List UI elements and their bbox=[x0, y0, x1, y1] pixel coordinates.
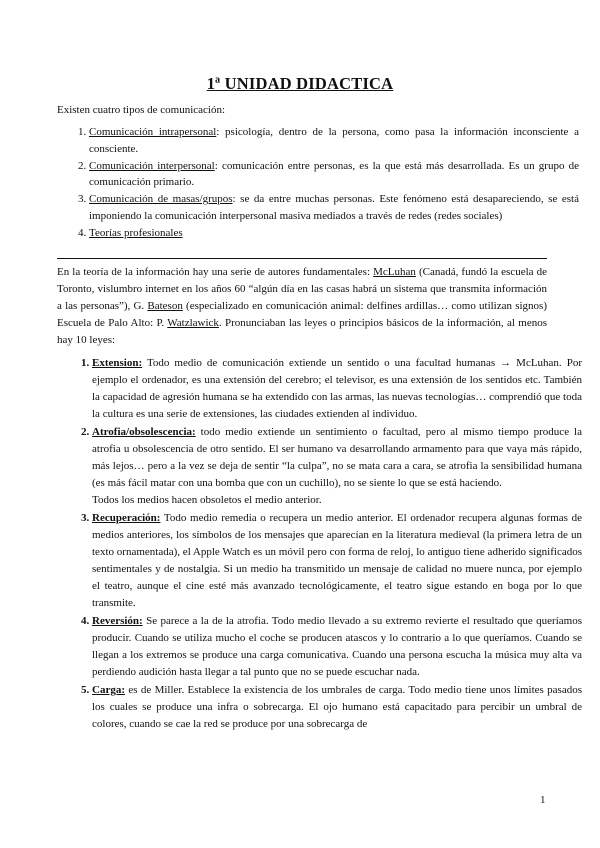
theory-text: (especializado en comunicación animal: delfines ardillas… como utilizan signos) Escuela de Palo Alto: P. bbox=[57, 300, 547, 329]
theory-text: . Pronunciaban las leyes o principios básicos de la información, al menos hay 10 leyes: bbox=[57, 317, 547, 346]
law-text: todo medio extiende un sentimiento o facultad, pero al mismo tiempo produce la atrofia u obsolescencia de otro sentido. El ser humano va desarrollando armamento para que vaya más rápido, más lejos… pero a la vez se deja de sentir “la culpa”, no se mata cara a cara, se atrofia la sensibilidad humana (es más fácil matar con una bomba que con un cuchillo), no se siente lo que se está haciendo. bbox=[92, 426, 582, 489]
law-item bbox=[92, 682, 582, 733]
theory-text: (Canadá, fundó la escuela de Toronto, vislumbro internet en los años 60 “algún día en las casas habrá un sistema que transmita información a las personas”), G. bbox=[57, 266, 547, 312]
author-mcluhan: McLuhan bbox=[373, 266, 416, 278]
law-item bbox=[92, 355, 582, 423]
type-term: Comunicación de masas/grupos bbox=[89, 193, 233, 206]
law-item bbox=[92, 510, 582, 612]
list-item bbox=[89, 124, 579, 158]
laws-list bbox=[57, 355, 582, 734]
horizontal-divider bbox=[57, 258, 547, 259]
law-heading: Atrofia/obsolescencia: bbox=[92, 426, 196, 438]
law-text: Se parece a la de la atrofia. Todo medio llevado a su extremo revierte el resultado que queríamos producir. Cuando se utiliza mucho el coche se producen atascos y lo contrario a lo que queríamos. Cuando se llegan a los extremos se produce una carga comunicativa. Cuando una persona escucha la música muy alta va perdiendo audición hasta llegar a tal punto que no se puede escuchar nada. bbox=[92, 615, 582, 678]
page-number: 1 bbox=[540, 794, 546, 806]
law-heading: Extension: bbox=[92, 357, 143, 369]
theory-paragraph bbox=[57, 264, 547, 349]
type-description: : comunicación entre personas, es la que está más desarrollada. Es un grupo de comunicación primario. bbox=[89, 159, 580, 189]
author-bateson: Bateson bbox=[147, 300, 183, 312]
law-item bbox=[92, 424, 582, 509]
list-item bbox=[89, 225, 579, 242]
type-term: Comunicación interpersonal bbox=[89, 159, 215, 172]
list-item bbox=[89, 158, 579, 192]
law-extra-text: Todos los medios hacen obsoletos el medio anterior. bbox=[92, 494, 322, 506]
communication-types-list bbox=[57, 124, 579, 242]
law-text: Todo medio de comunicación extiende un sentido o una facultad humanas → McLuhan. Por ejemplo el ordenador, es una extensión del cerebro; el televisor, es una extensión de los sentidos etc. También la capacidad de agresión humana se ha extendido con las armas, las nuevas tecnologías… comprendió que toda la cultura es una serie de extensiones, las ciudades extienden al individuo. bbox=[92, 357, 582, 420]
law-text: es de Miller. Establece la existencia de los umbrales de carga. Todo medio tiene unos límites pasados los cuales se produce una infra o sobrecarga. El ojo humano está capacitado para percibir un umbral de colores, cuando se cae la red se produce por una sobrecarga de bbox=[92, 684, 582, 730]
type-term: Teorías profesionales bbox=[89, 226, 183, 239]
type-term: Comunicación intrapersonal bbox=[89, 126, 217, 138]
theory-text: En la teoría de la información hay una serie de autores fundamentales: bbox=[57, 266, 374, 278]
law-heading: Carga: bbox=[92, 684, 125, 696]
type-description: : psicología, dentro de la persona, como pasa la información inconsciente a consciente. bbox=[89, 126, 579, 155]
law-heading: Recuperación: bbox=[92, 512, 161, 524]
author-watzlawick: Watzlawick bbox=[167, 317, 219, 329]
intro-text: Existen cuatro tipos de comunicación: bbox=[57, 104, 226, 116]
type-description: : se da entre muchas personas. Este fenómeno está desapareciendo, se está imponiendo la comunicación interpersonal masiva mediados a través de redes (redes sociales) bbox=[89, 193, 579, 222]
page-title: 1ª UNIDAD DIDACTICA bbox=[206, 74, 394, 93]
law-heading: Reversión: bbox=[92, 615, 143, 627]
list-item bbox=[89, 191, 579, 225]
law-text: Todo medio remedia o recupera un medio anterior. El ordenador recupera algunas formas de medios anteriores, los símbolos de los mensajes que aparecían en la literatura medieval (la primera letra de un texto ornamentada), el Apple Watch es un móvil pero con forma de reloj, lo antiguo tiene adherido significados sentimentales y de nostalgia. Si un medio ha transmitido un mensaje de calidad no muere nunca, por ejemplo el teatro, aunque el cine esté más avanzado tecnológicamente, el teatro sigue estando en boga por lo que transmite. bbox=[92, 512, 582, 609]
law-item bbox=[92, 613, 582, 681]
